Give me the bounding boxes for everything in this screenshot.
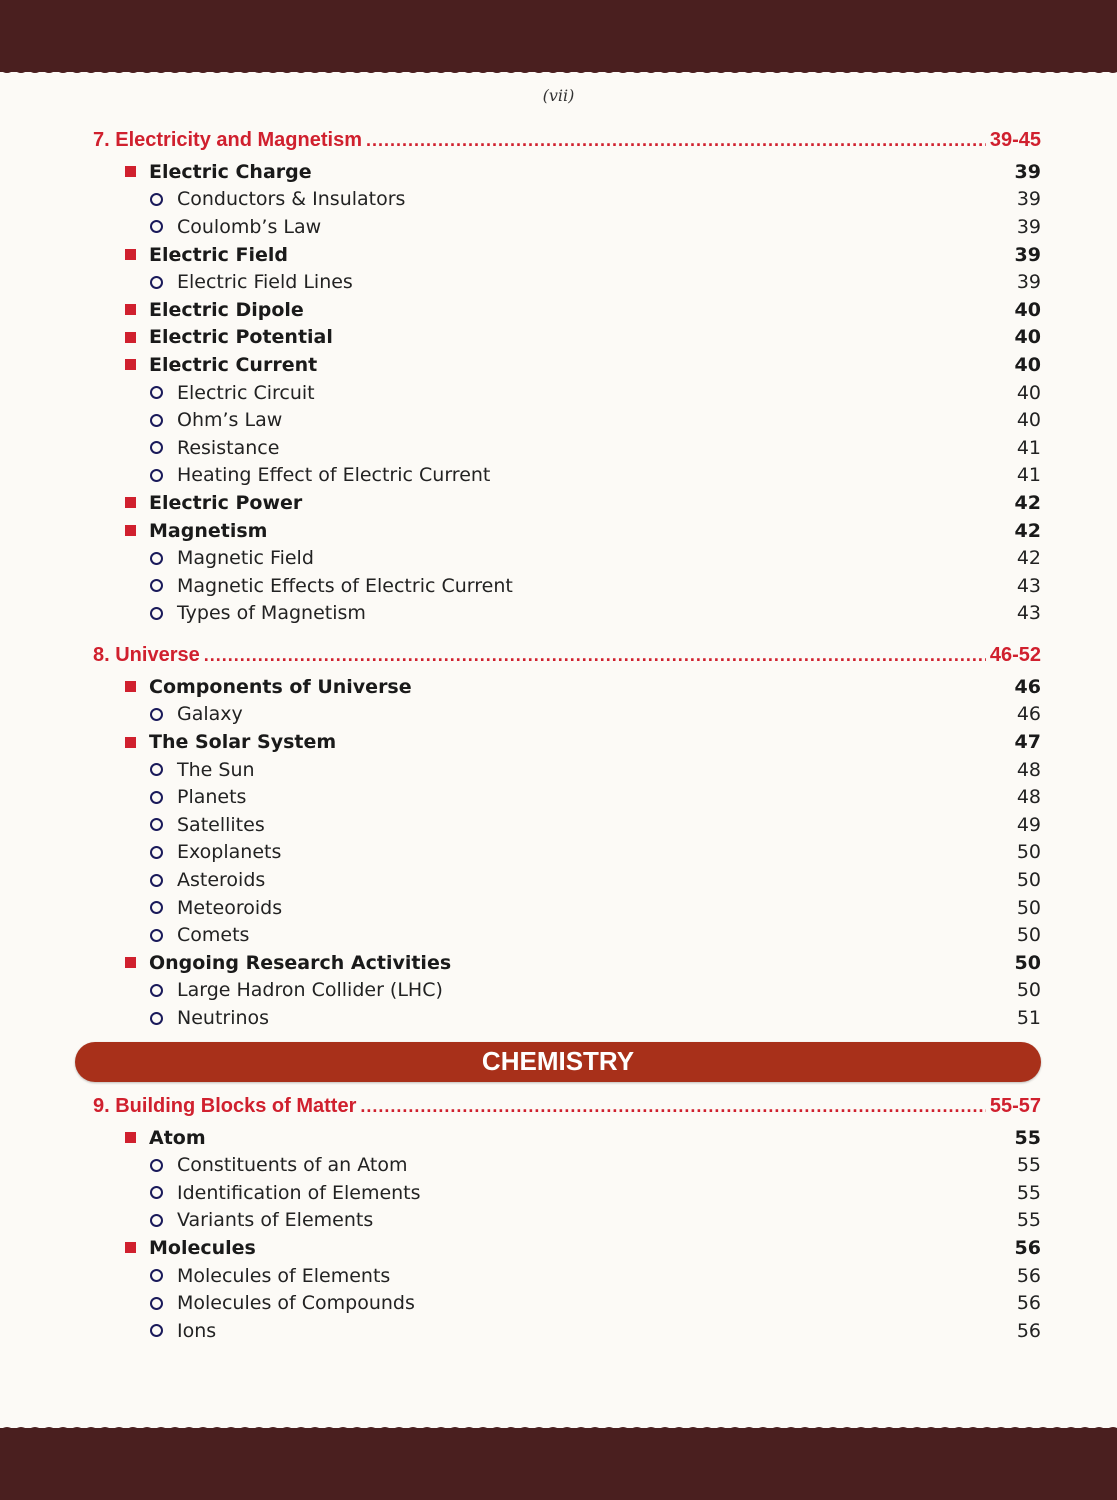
circle-bullet-icon	[150, 414, 163, 427]
toc-subsection-entry[interactable]	[150, 1004, 1041, 1032]
entry-label: Exoplanets	[177, 841, 282, 864]
entry-page-number: 40	[1016, 381, 1041, 404]
square-bullet-icon	[125, 166, 136, 177]
chapter-title: 8. Universe	[93, 644, 200, 667]
entry-label: Heating Effect of Electric Current	[177, 464, 491, 487]
entry-label: Magnetic Field	[177, 547, 314, 570]
toc-section-entry[interactable]	[125, 241, 1041, 269]
entry-page-number: 41	[1016, 436, 1041, 459]
chapter-page-range: 39-45	[989, 129, 1041, 151]
toc-group-chemistry	[0, 1088, 1117, 1345]
entry-page-number: 50	[1014, 951, 1041, 974]
entry-page-number: 39	[1016, 215, 1041, 238]
entry-page-number: 42	[1014, 491, 1041, 514]
entry-label: Identification of Elements	[177, 1181, 421, 1204]
top-decorative-band	[0, 0, 1117, 78]
entry-label: Atom	[149, 1126, 206, 1149]
chapter-page-range: 55-57	[989, 1094, 1041, 1117]
entry-page-number: 48	[1016, 786, 1041, 809]
entry-page-number: 55	[1014, 1126, 1041, 1149]
chapter-spacer	[0, 627, 1117, 637]
entry-label: Electric Field Lines	[177, 271, 353, 294]
circle-bullet-icon	[150, 984, 163, 997]
toc-subsection-entry[interactable]	[150, 544, 1041, 572]
toc-subsection-entry[interactable]	[150, 1151, 1041, 1179]
square-bullet-icon	[125, 1242, 136, 1253]
entry-page-number: 55	[1016, 1154, 1041, 1177]
dot-leader	[204, 637, 986, 673]
circle-bullet-icon	[150, 441, 163, 454]
toc-section-entry[interactable]	[125, 517, 1041, 545]
entry-label: Electric Circuit	[177, 381, 315, 404]
toc-subsection-entry[interactable]	[150, 268, 1041, 296]
entry-page-number: 50	[1016, 924, 1041, 947]
entry-label: Electric Current	[149, 353, 318, 376]
entry-page-number: 41	[1016, 464, 1041, 487]
toc-section-entry[interactable]	[125, 1124, 1041, 1152]
entry-label: Galaxy	[177, 703, 243, 726]
toc-section-entry[interactable]	[125, 158, 1041, 186]
circle-bullet-icon	[150, 1214, 163, 1227]
entry-page-number: 42	[1016, 547, 1041, 570]
square-bullet-icon	[125, 304, 136, 315]
entry-page-number: 50	[1016, 869, 1041, 892]
entry-page-number: 46	[1016, 703, 1041, 726]
toc-subsection-entry[interactable]	[150, 921, 1041, 949]
toc-subsection-entry[interactable]	[150, 977, 1041, 1005]
entry-page-number: 43	[1016, 602, 1041, 625]
entry-page-number: 48	[1016, 758, 1041, 781]
entry-label: Electric Potential	[149, 326, 333, 349]
entry-page-number: 39	[1014, 243, 1041, 266]
toc-subsection-entry[interactable]	[150, 379, 1041, 407]
entry-label: Types of Magnetism	[177, 602, 366, 625]
entry-label: Electric Field	[149, 243, 288, 266]
chapter-heading[interactable]	[93, 637, 1041, 673]
square-bullet-icon	[125, 681, 136, 692]
circle-bullet-icon	[150, 607, 163, 620]
chapter-title: 9. Building Blocks of Matter	[93, 1094, 357, 1117]
circle-bullet-icon	[150, 1186, 163, 1199]
square-bullet-icon	[125, 525, 136, 536]
entry-label: The Solar System	[149, 731, 337, 754]
entry-page-number: 40	[1014, 326, 1041, 349]
square-bullet-icon	[125, 1132, 136, 1143]
circle-bullet-icon	[150, 846, 163, 859]
entry-label: Electric Charge	[149, 160, 312, 183]
entry-page-number: 50	[1016, 841, 1041, 864]
toc-subsection-entry[interactable]	[150, 1317, 1041, 1345]
entry-label: Constituents of an Atom	[177, 1154, 408, 1177]
toc-subsection-entry[interactable]	[150, 186, 1041, 214]
circle-bullet-icon	[150, 763, 163, 776]
page-number: (vii)	[542, 86, 575, 105]
entry-label: The Sun	[177, 758, 255, 781]
bottom-decorative-band	[0, 1422, 1117, 1500]
entry-label: Electric Dipole	[149, 298, 304, 321]
circle-bullet-icon	[150, 901, 163, 914]
toc-subsection-entry[interactable]	[150, 572, 1041, 600]
entry-label: Comets	[177, 924, 250, 947]
entry-label: Ohm’s Law	[177, 409, 283, 432]
square-bullet-icon	[125, 359, 136, 370]
entry-page-number: 51	[1016, 1007, 1041, 1030]
toc-subsection-entry[interactable]	[150, 434, 1041, 462]
entry-label: Variants of Elements	[177, 1209, 374, 1232]
entry-label: Components of Universe	[149, 675, 412, 698]
chapter-heading[interactable]	[93, 122, 1041, 158]
toc-section-entry[interactable]	[125, 489, 1041, 517]
circle-bullet-icon	[150, 929, 163, 942]
entry-page-number: 47	[1014, 731, 1041, 754]
circle-bullet-icon	[150, 1297, 163, 1310]
toc-subsection-entry[interactable]	[150, 783, 1041, 811]
toc-section-entry[interactable]	[125, 673, 1041, 701]
entry-label: Meteoroids	[177, 896, 283, 919]
toc-subsection-entry[interactable]	[150, 1207, 1041, 1235]
toc-subsection-entry[interactable]	[150, 462, 1041, 490]
entry-label: Large Hadron Collider (LHC)	[177, 979, 443, 1002]
circle-bullet-icon	[150, 791, 163, 804]
entry-label: Electric Power	[149, 491, 303, 514]
toc-section-entry[interactable]	[125, 1234, 1041, 1262]
entry-page-number: 56	[1016, 1319, 1041, 1342]
toc-subsection-entry[interactable]	[150, 839, 1041, 867]
entry-label: Molecules of Elements	[177, 1264, 391, 1287]
toc-subsection-entry[interactable]	[150, 756, 1041, 784]
circle-bullet-icon	[150, 1159, 163, 1172]
toc-subsection-entry[interactable]	[150, 1179, 1041, 1207]
entry-page-number: 49	[1016, 813, 1041, 836]
entry-page-number: 39	[1016, 188, 1041, 211]
entry-label: Ions	[177, 1319, 217, 1342]
toc-subsection-entry[interactable]	[150, 406, 1041, 434]
entry-page-number: 56	[1016, 1264, 1041, 1287]
entry-label: Asteroids	[177, 869, 266, 892]
entry-page-number: 55	[1016, 1181, 1041, 1204]
circle-bullet-icon	[150, 552, 163, 565]
toc-subsection-entry[interactable]	[150, 701, 1041, 729]
entry-label: Planets	[177, 786, 247, 809]
toc-section-entry[interactable]	[125, 949, 1041, 977]
entry-label: Molecules of Compounds	[177, 1292, 415, 1315]
toc-subsection-entry[interactable]	[150, 1289, 1041, 1317]
toc-subsection-entry[interactable]	[150, 866, 1041, 894]
entry-label: Satellites	[177, 813, 265, 836]
entry-label: Magnetism	[149, 519, 268, 542]
entry-page-number: 55	[1016, 1209, 1041, 1232]
entry-label: Ongoing Research Activities	[149, 951, 452, 974]
square-bullet-icon	[125, 249, 136, 260]
toc-section-entry[interactable]	[125, 351, 1041, 379]
toc-section-entry[interactable]	[125, 728, 1041, 756]
toc-section-entry[interactable]	[125, 296, 1041, 324]
entry-label: Conductors & Insulators	[177, 188, 406, 211]
circle-bullet-icon	[150, 193, 163, 206]
entry-page-number: 50	[1016, 896, 1041, 919]
square-bullet-icon	[125, 737, 136, 748]
entry-page-number: 39	[1016, 271, 1041, 294]
entry-page-number: 50	[1016, 979, 1041, 1002]
toc-subsection-entry[interactable]	[150, 811, 1041, 839]
circle-bullet-icon	[150, 276, 163, 289]
entry-page-number: 42	[1014, 519, 1041, 542]
circle-bullet-icon	[150, 1324, 163, 1337]
entry-page-number: 39	[1014, 160, 1041, 183]
chapter-page-range: 46-52	[989, 644, 1041, 667]
circle-bullet-icon	[150, 1012, 163, 1025]
subject-banner-chemistry: CHEMISTRY	[75, 1042, 1041, 1082]
dot-leader	[366, 122, 986, 158]
entry-label: Resistance	[177, 436, 280, 459]
circle-bullet-icon	[150, 386, 163, 399]
square-bullet-icon	[125, 332, 136, 343]
entry-label: Molecules	[149, 1236, 256, 1259]
entry-page-number: 40	[1014, 298, 1041, 321]
entry-page-number: 43	[1016, 574, 1041, 597]
entry-page-number: 46	[1014, 675, 1041, 698]
entry-page-number: 40	[1016, 409, 1041, 432]
circle-bullet-icon	[150, 708, 163, 721]
dot-leader	[360, 1088, 985, 1124]
toc-group-physics	[0, 122, 1117, 1032]
circle-bullet-icon	[150, 818, 163, 831]
entry-label: Coulomb’s Law	[177, 215, 322, 238]
toc-subsection-entry[interactable]	[150, 894, 1041, 922]
circle-bullet-icon	[150, 579, 163, 592]
chapter-heading[interactable]	[93, 1088, 1041, 1124]
square-bullet-icon	[125, 497, 136, 508]
circle-bullet-icon	[150, 469, 163, 482]
table-of-contents	[0, 122, 1117, 1345]
entry-page-number: 40	[1014, 353, 1041, 376]
toc-subsection-entry[interactable]	[150, 600, 1041, 628]
circle-bullet-icon	[150, 1269, 163, 1282]
entry-page-number: 56	[1014, 1236, 1041, 1259]
entry-label: Neutrinos	[177, 1007, 270, 1030]
circle-bullet-icon	[150, 220, 163, 233]
circle-bullet-icon	[150, 874, 163, 887]
toc-section-entry[interactable]	[125, 324, 1041, 352]
toc-subsection-entry[interactable]	[150, 1262, 1041, 1290]
entry-page-number: 56	[1016, 1292, 1041, 1315]
entry-label: Magnetic Effects of Electric Current	[177, 574, 513, 597]
chapter-title: 7. Electricity and Magnetism	[93, 129, 362, 151]
toc-subsection-entry[interactable]	[150, 213, 1041, 241]
square-bullet-icon	[125, 957, 136, 968]
